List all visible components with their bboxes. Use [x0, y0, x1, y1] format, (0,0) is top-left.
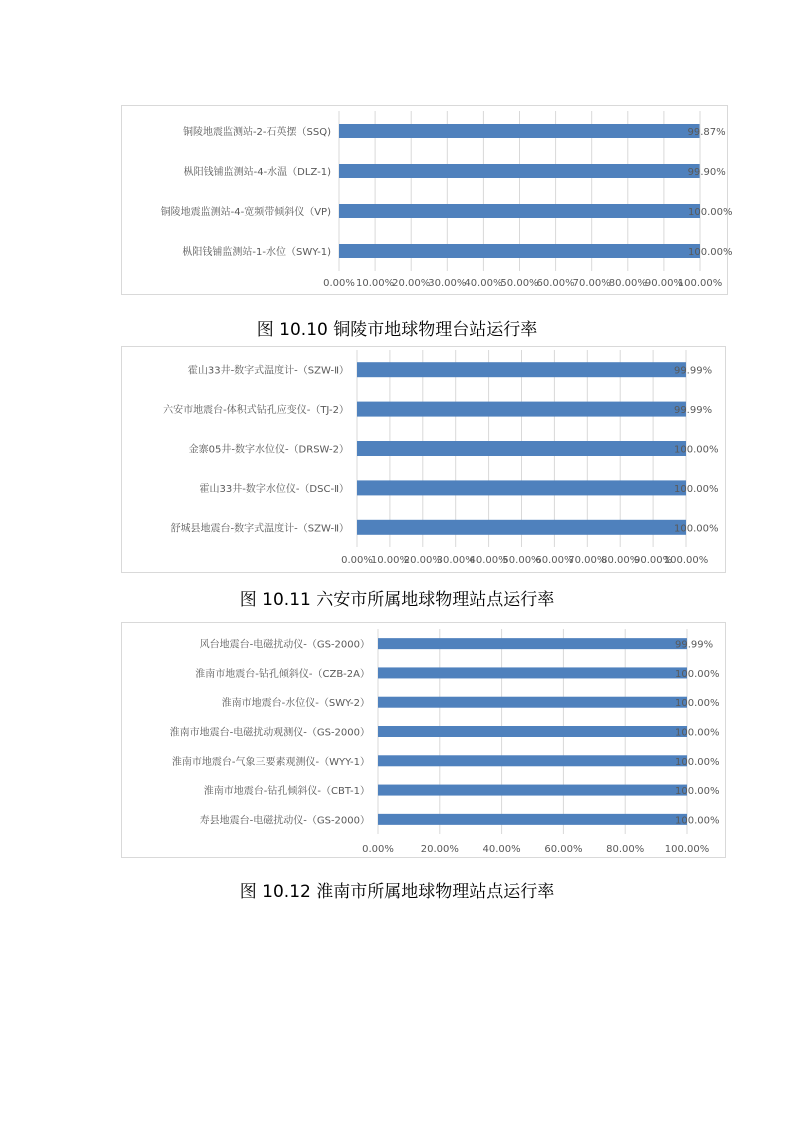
data-label: 100.00% [675, 815, 720, 827]
category-label: 金寨05井-数字水位仪-（DRSW-2） [188, 444, 349, 456]
chart-svg [122, 623, 725, 857]
data-label: 99.99% [673, 405, 713, 417]
tick-label: 0.00% [323, 278, 355, 289]
bar [339, 244, 700, 258]
category-label: 风台地震台-电磁扰动仪-（GS-2000） [199, 639, 370, 651]
tick-label: 60.00% [536, 278, 575, 289]
tick-label: 0.00% [362, 844, 394, 855]
bar [339, 204, 700, 218]
tick-label: 80.00% [601, 555, 640, 566]
tick-label: 70.00% [572, 278, 611, 289]
tick-label: 20.00% [403, 555, 442, 566]
data-label: 99.99% [674, 639, 714, 651]
tick-label: 40.00% [464, 278, 503, 289]
tick-label: 40.00% [482, 844, 521, 855]
tick-label: 30.00% [436, 555, 475, 566]
category-label: 铜陵地震监测站-2-石英摆（SSQ) [182, 127, 331, 138]
tick-label: 60.00% [535, 555, 574, 566]
chart-huainan [121, 622, 726, 858]
bar [357, 402, 686, 417]
chart-svg [122, 106, 733, 294]
data-label: 99.99% [673, 365, 713, 377]
caption-tongling: 图 10.10 铜陵市地球物理台站运行率 [256, 320, 538, 340]
bar [339, 164, 700, 178]
tick-label: 80.00% [606, 844, 645, 855]
category-label: 舒城县地震台-数字式温度计-（SZW-Ⅱ） [170, 523, 349, 535]
tick-label: 60.00% [544, 844, 583, 855]
data-label: 100.00% [674, 483, 719, 495]
category-label: 淮南市地震台-水位仪-（SWY-2） [221, 698, 370, 710]
category-label: 淮南市地震台-钻孔倾斜仪-（CBT-1） [203, 786, 370, 798]
bar [378, 667, 687, 678]
category-label: 枞阳钱铺监测站-1-水位（SWY-1) [182, 247, 331, 258]
category-label: 淮南市地震台-钻孔倾斜仪-（CZB-2A） [195, 668, 370, 680]
category-label: 寿县地震台-电磁扰动仪-（GS-2000） [199, 815, 370, 827]
data-label: 100.00% [674, 523, 719, 535]
category-label: 枞阳钱铺监测站-4-水温（DLZ-1) [183, 167, 331, 178]
tick-label: 70.00% [568, 555, 607, 566]
category-label: 铜陵地震监测站-4-宽频带倾斜仪（VP) [160, 207, 331, 218]
data-label: 100.00% [674, 444, 719, 456]
tick-label: 50.00% [500, 278, 539, 289]
category-label: 霍山33井-数字式温度计-（SZW-Ⅱ） [187, 365, 349, 377]
bar [357, 480, 686, 495]
caption-luan: 图 10.11 六安市所属地球物理站点运行率 [239, 590, 555, 610]
tick-label: 100.00% [663, 555, 709, 566]
tick-label: 0.00% [341, 555, 373, 566]
data-label: 100.00% [675, 698, 720, 710]
bar [378, 726, 687, 737]
tick-label: 10.00% [370, 555, 409, 566]
category-label: 六安市地震台-体积式钻孔应变仪-（TJ-2） [163, 405, 349, 417]
category-label: 淮南市地震台-电磁扰动观测仪-（GS-2000） [169, 727, 370, 739]
chart-luan [121, 346, 726, 573]
data-label: 100.00% [675, 756, 720, 768]
tick-label: 20.00% [392, 278, 431, 289]
tick-label: 100.00% [677, 278, 723, 289]
data-label: 100.00% [675, 668, 720, 680]
category-label: 淮南市地震台-气象三要素观测仪-（WYY-1） [171, 756, 370, 768]
tick-label: 20.00% [420, 844, 459, 855]
data-label: 100.00% [675, 727, 720, 739]
bar [378, 697, 687, 708]
caption-huainan: 图 10.12 淮南市所属地球物理站点运行率 [239, 882, 555, 902]
data-label: 100.00% [688, 207, 733, 218]
chart-tongling [121, 105, 733, 295]
data-label: 100.00% [688, 247, 733, 258]
tick-label: 80.00% [608, 278, 647, 289]
data-label: 100.00% [675, 786, 720, 798]
tick-label: 30.00% [428, 278, 467, 289]
tick-label: 40.00% [469, 555, 508, 566]
tick-label: 90.00% [634, 555, 673, 566]
data-label: 99.87% [687, 127, 726, 138]
bar [378, 755, 687, 766]
bar [357, 362, 686, 377]
bar [339, 124, 700, 138]
tick-label: 90.00% [644, 278, 683, 289]
chart-svg [122, 347, 725, 572]
tick-label: 100.00% [664, 844, 710, 855]
bar [378, 785, 687, 796]
bar [378, 638, 687, 649]
tick-label: 10.00% [356, 278, 395, 289]
category-label: 霍山33井-数字水位仪-（DSC-Ⅱ） [199, 483, 349, 495]
data-label: 99.90% [687, 167, 726, 178]
bar [378, 814, 687, 825]
tick-label: 50.00% [502, 555, 541, 566]
bar [357, 441, 686, 456]
bar [357, 520, 686, 535]
